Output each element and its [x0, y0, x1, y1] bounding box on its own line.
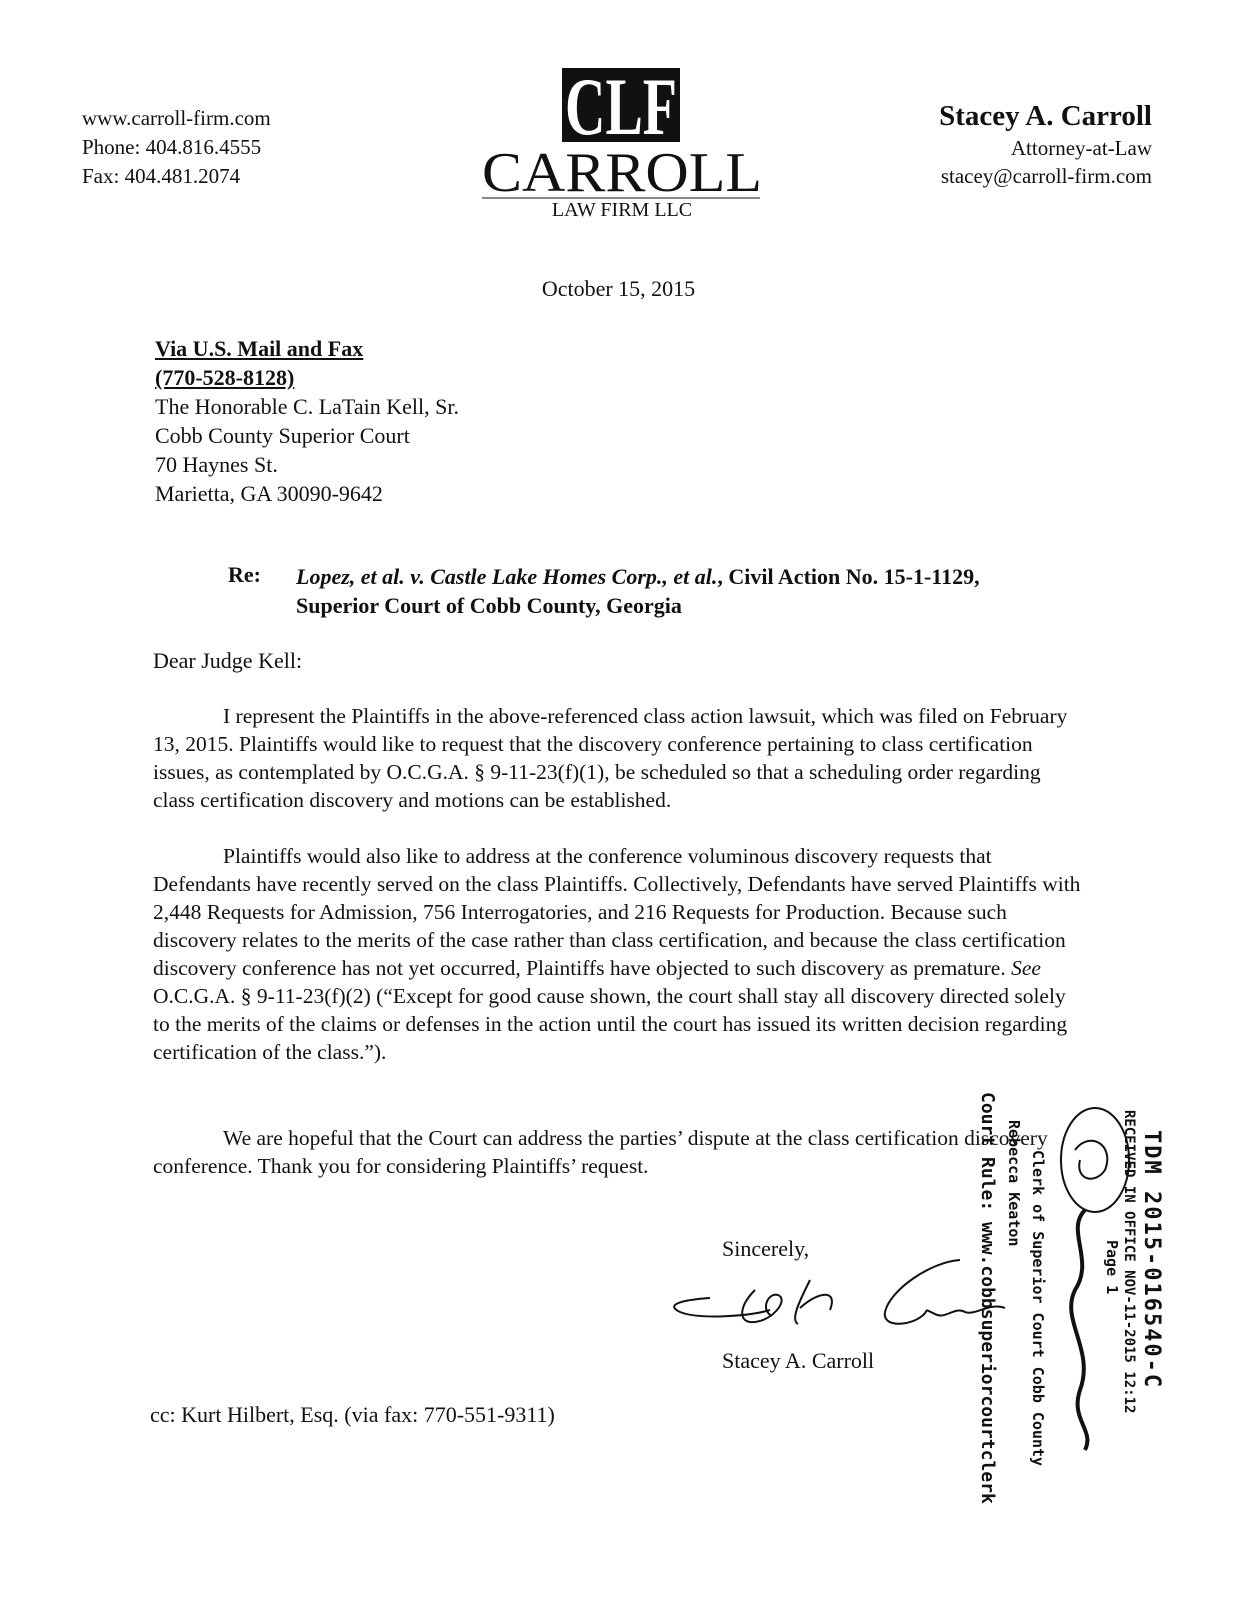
citation-signal: See	[1011, 956, 1041, 980]
recipient-address	[155, 334, 459, 508]
delivery-method: Via U.S. Mail and Fax	[155, 336, 364, 361]
firm-logo	[470, 64, 770, 224]
paragraph-2-text-b: O.C.G.A. § 9-11-23(f)(2) (“Except for good cause shown, the court shall stay all discovery directed solely to the merits of the claims or defenses in the action until the court has issued its written decision regarding certification of the class.”).	[153, 984, 1068, 1064]
paragraph-2-text-a: Plaintiffs would also like to address at the conference voluminous discovery requests that Defendants have recently served on the class Plaintiffs. Collectively, Defendants have served Plaintiffs with 2,448 Requests for Admission, 756 Interrogatories, and 216 Requests for Production. Because such discovery relates to the merits of the case rather than class certification, and because the class certification discovery conference has not yet occurred, Plaintiffs have objected to such discovery as premature.	[153, 844, 1081, 980]
attorney-title: Attorney-at-Law	[1010, 136, 1152, 160]
recipient-court: Cobb County Superior Court	[155, 423, 410, 448]
firm-website: www.carroll-firm.com	[82, 106, 271, 130]
stamp-received: RECEIVED IN OFFICE NOV-11-2015 12:12	[1121, 1110, 1137, 1414]
case-name: Lopez, et al. v. Castle Lake Homes Corp., et al.	[296, 564, 718, 589]
cc-line: cc: Kurt Hilbert, Esq. (via fax: 770-551-9311)	[150, 1402, 555, 1427]
stamp-clerk-name: Rebecca Keaton	[1005, 1120, 1023, 1247]
firm-fax: Fax: 404.481.2074	[82, 164, 241, 188]
firm-phone: Phone: 404.816.4555	[82, 135, 262, 159]
logo-monogram: CLF	[565, 64, 677, 152]
salutation: Dear Judge Kell:	[153, 648, 303, 673]
signer-name: Stacey A. Carroll	[722, 1348, 875, 1373]
logo-name: CARROLL	[482, 142, 762, 204]
case-number: , Civil Action No. 15-1-1129,	[717, 564, 980, 589]
recipient-name: The Honorable C. LaTain Kell, Sr.	[155, 394, 459, 419]
re-label: Re:	[228, 562, 261, 587]
case-court: Superior Court of Cobb County, Georgia	[296, 593, 682, 618]
paragraph-1	[153, 702, 1083, 814]
attorney-block	[939, 98, 1152, 190]
attorney-name: Stacey A. Carroll	[939, 100, 1152, 132]
stamp-court-rule: Court Rule: www.cobbsuperiorcourtclerk	[977, 1092, 998, 1504]
firm-contact	[82, 104, 271, 191]
paragraph-3-text: We are hopeful that the Court can address the parties’ dispute at the class certification discovery conference. Thank you for considering Plaintiffs’ request.	[153, 1126, 1048, 1178]
recipient-street: 70 Haynes St.	[155, 452, 278, 477]
stamp-docket-number: TDM 2015-016540-C	[1139, 1130, 1164, 1390]
closing: Sincerely,	[722, 1236, 810, 1261]
letter-date: October 15, 2015	[541, 276, 696, 301]
clerk-filing-stamp	[975, 1090, 1175, 1504]
attorney-email: stacey@carroll-firm.com	[940, 164, 1152, 188]
paragraph-2	[153, 842, 1083, 1066]
recipient-city: Marietta, GA 30090-9642	[155, 481, 383, 506]
recipient-fax: (770-528-8128)	[155, 365, 295, 390]
logo-subtitle: LAW FIRM LLC	[551, 199, 693, 221]
re-subject	[296, 562, 1096, 620]
firm-logo-graphic	[470, 64, 770, 224]
paragraph-1-text: I represent the Plaintiffs in the above-referenced class action lawsuit, which was filed on February 13, 2015. Plaintiffs would like to request that the discovery conference pertaining to class certification issues, as contemplated by O.C.G.A. § 9-11-23(f)(1), be scheduled so that a scheduling order regarding class certification discovery and motions can be established.	[153, 704, 1068, 812]
stamp-page: Page 1	[1103, 1240, 1121, 1295]
stamp-clerk-title: Clerk of Superior Court Cobb County	[1029, 1150, 1047, 1467]
paragraph-3	[153, 1124, 1083, 1180]
